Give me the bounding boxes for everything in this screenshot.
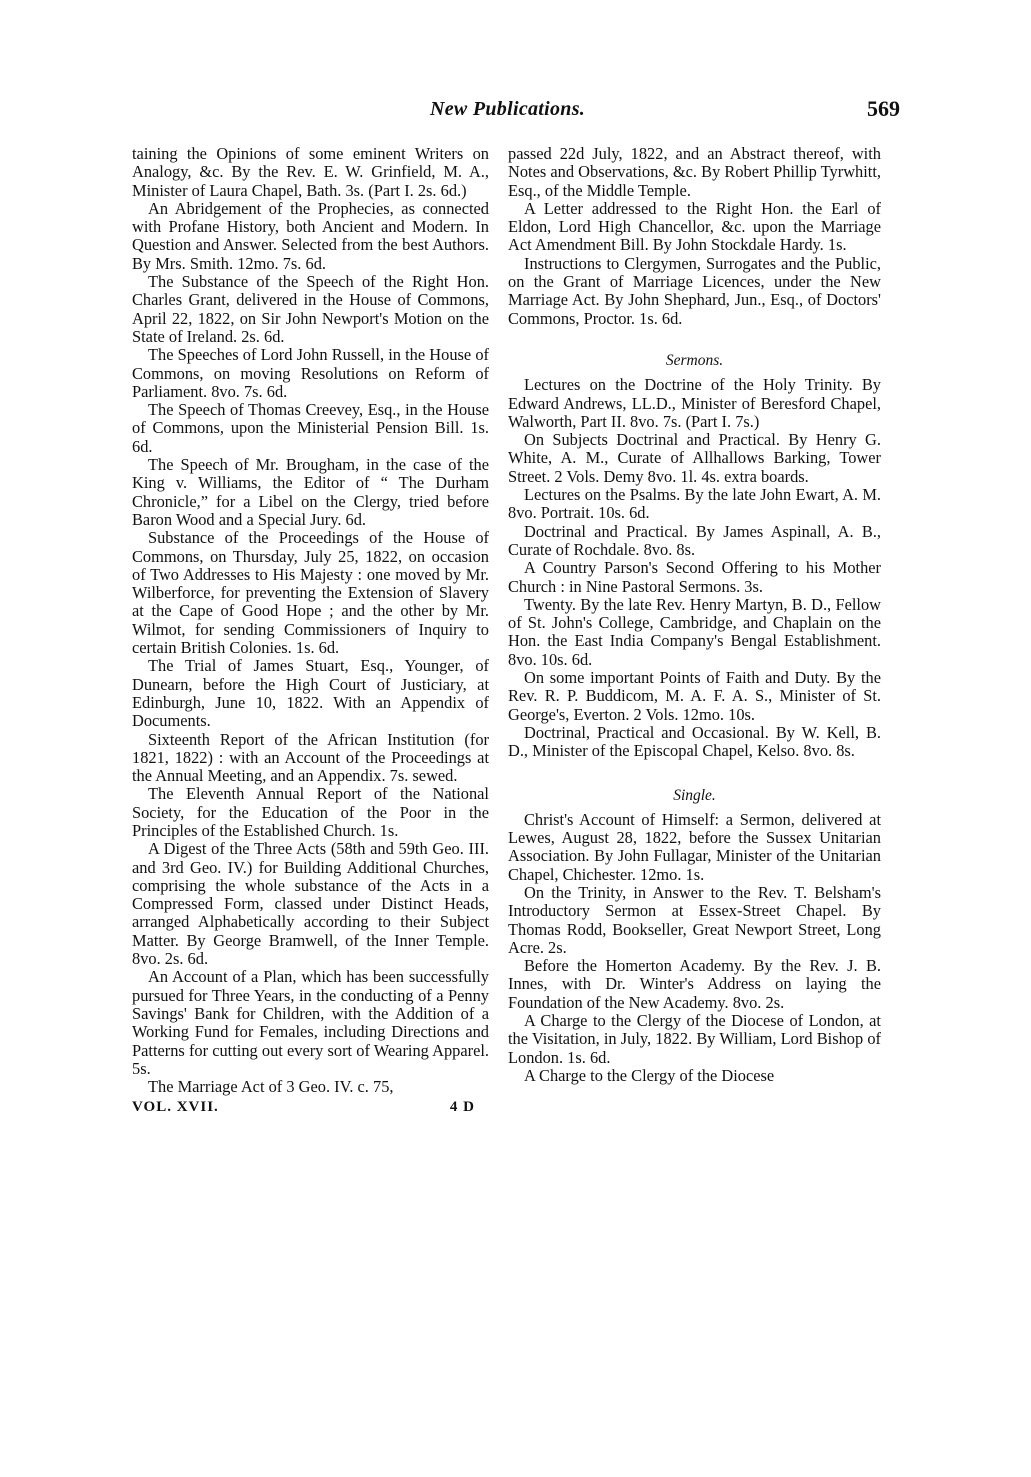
publication-entry: The Speech of Thomas Creevey, Esq., in the House of Commons, upon the Ministerial Pension Bill. 1s. 6d.	[132, 400, 489, 456]
publication-entry: A Charge to the Clergy of the Diocese	[524, 1065, 775, 1085]
publication-entry: Christ's Account of Himself: a Sermon, delivered at Lewes, August 28, 1822, before the Sussex Unitarian Association. By John Fullagar, Minister of the Unitarian Chapel, Chichester. 12mo. 1s.	[508, 809, 881, 884]
section-heading-sermons: Sermons.	[665, 351, 724, 369]
publication-entry: Doctrinal and Practical. By James Aspinall, A. B., Curate of Rochdale. 8vo. 8s.	[508, 521, 881, 559]
publication-entry: An Account of a Plan, which has been successfully pursued for Three Years, in the conducting of a Penny Savings' Bank for Children, with the Addition of a Working Fund for Females, including Directions and Patterns for cutting out every sort of Wearing Apparel. 5s.	[132, 967, 489, 1078]
publication-entry: passed 22d July, 1822, and an Abstract thereof, with Notes and Observations, &c. By Robert Phillip Tyrwhitt, Esq., of the Middle Temple.	[508, 144, 881, 200]
publication-entry: The Substance of the Speech of the Right Hon. Charles Grant, delivered in the House of Commons, April 22, 1822, on Sir John Newport's Motion on the State of Ireland. 2s. 6d.	[132, 272, 489, 346]
publication-entry: A Digest of the Three Acts (58th and 59th Geo. III. and 3rd Geo. IV.) for Building Additional Churches, comprising the whole substance of the Acts in a Compressed Form, classed under Distinct Heads, arranged Alphabetically according to their Subject Matter. By George Bramwell, of the Inner Temple. 8vo. 2s. 6d.	[132, 839, 489, 969]
publication-entry: The Marriage Act of 3 Geo. IV. c. 75,	[148, 1077, 394, 1097]
right-column	[508, 145, 881, 1085]
section-heading-single: Single.	[673, 786, 716, 804]
running-head	[130, 98, 900, 128]
publication-entry: The Trial of James Stuart, Esq., Younger, of Dunearn, before the High Court of Justiciary, at Edinburgh, June 10, 1822. With an Appendix of Documents.	[132, 656, 489, 731]
publication-entry: taining the Opinions of some eminent Writers on Analogy, &c. By the Rev. E. W. Grinfield, M. A., Minister of Laura Chapel, Bath. 3s. (Part I. 2s. 6d.)	[132, 144, 489, 200]
volume-label: VOL. XVII.	[132, 1099, 219, 1116]
publication-entry: Sixteenth Report of the African Institution (for 1821, 1822) : with an Account of the Proceedings at the Annual Meeting, and an Appendix. 7s. sewed.	[132, 729, 489, 786]
left-column	[132, 145, 489, 1117]
publication-entry: An Abridgement of the Prophecies, as connected with Profane History, both Ancient and Modern. In Question and Answer. Selected from the best Authors. By Mrs. Smith. 12mo. 7s. 6d.	[132, 198, 489, 273]
publication-entry: Lectures on the Psalms. By the late John Ewart, A. M. 8vo. Portrait. 10s. 6d.	[508, 485, 881, 523]
publication-entry: Instructions to Clergymen, Surrogates and the Public, on the Grant of Marriage Licences, under the New Marriage Act. By John Shephard, Jun., Esq., of Doctors' Commons, Proctor. 1s. 6d.	[508, 253, 881, 328]
publication-entry: Before the Homerton Academy. By the Rev. J. B. Innes, with Dr. Winter's Address on laying the Foundation of the New Academy. 8vo. 2s.	[508, 956, 881, 1012]
publication-entry: The Speeches of Lord John Russell, in the House of Commons, on moving Resolutions on Reform of Parliament. 8vo. 7s. 6d.	[132, 345, 489, 401]
publication-entry: A Country Parson's Second Offering to his Mother Church : in Nine Pastoral Sermons. 3s.	[508, 558, 881, 596]
right-column-intro-entries	[508, 145, 881, 328]
publication-entry: Twenty. By the late Rev. Henry Martyn, B. D., Fellow of St. John's College, Cambridge, and Chaplain on the Hon. the East India Company's Bengal Establishment. 8vo. 10s. 6d.	[508, 594, 881, 669]
page-number: 569	[867, 96, 900, 121]
publication-entry: On Subjects Doctrinal and Practical. By Henry G. White, A. M., Curate of Allhallows Barking, Tower Street. 2 Vols. Demy 8vo. 1l. 4s. extra boards.	[508, 430, 881, 486]
signature-mark: 4 D	[449, 1099, 475, 1116]
left-column-entries	[132, 145, 489, 1096]
publication-entry: Lectures on the Doctrine of the Holy Trinity. By Edward Andrews, LL.D., Minister of Beresford Chapel, Walworth, Part II. 8vo. 7s. (Part I. 7s.)	[508, 375, 881, 431]
running-head-title: New Publications.	[430, 98, 586, 120]
publication-entry: The Speech of Mr. Brougham, in the case of the King v. Williams, the Editor of “ The Durham Chronicle,” for a Libel on the Clergy, tried before Baron Wood and a Special Jury. 6d.	[132, 455, 489, 529]
sermons-entries	[508, 376, 881, 760]
publication-entry: On some important Points of Faith and Duty. By the Rev. R. P. Buddicom, M. A. F. A. S., Minister of St. George's, Everton. 2 Vols. 12mo. 10s.	[508, 668, 881, 724]
publication-entry: On the Trinity, in Answer to the Rev. T. Belsham's Introductory Sermon at Essex-Street Chapel. By Thomas Rodd, Bookseller, Great Newport Street, Long Acre. 2s.	[508, 882, 881, 957]
publication-entry: Doctrinal, Practical and Occasional. By W. Kell, B. D., Minister of the Episcopal Chapel, Kelso. 8vo. 8s.	[508, 722, 881, 761]
publication-entry: The Eleventh Annual Report of the National Society, for the Education of the Poor in the Principles of the Established Church. 1s.	[132, 784, 489, 840]
publication-entry: A Charge to the Clergy of the Diocese of London, at the Visitation, in July, 1822. By William, Lord Bishop of London. 1s. 6d.	[508, 1011, 881, 1067]
single-entries	[508, 811, 881, 1085]
page-footer	[132, 1098, 489, 1116]
publication-entry: A Letter addressed to the Right Hon. the Earl of Eldon, Lord High Chancellor, &c. upon the Marriage Act Amendment Bill. By John Stockdale Hardy. 1s.	[508, 198, 881, 255]
publication-entry: Substance of the Proceedings of the House of Commons, on Thursday, July 25, 1822, on occasion of Two Addresses to His Majesty : one moved by Mr. Wilberforce, for preventing the Extension of Slavery at the Cape of Good Hope ; and the other by Mr. Wilmot, for sending Commissioners of Inquiry to certain British Colonies. 1s. 6d.	[132, 528, 489, 658]
